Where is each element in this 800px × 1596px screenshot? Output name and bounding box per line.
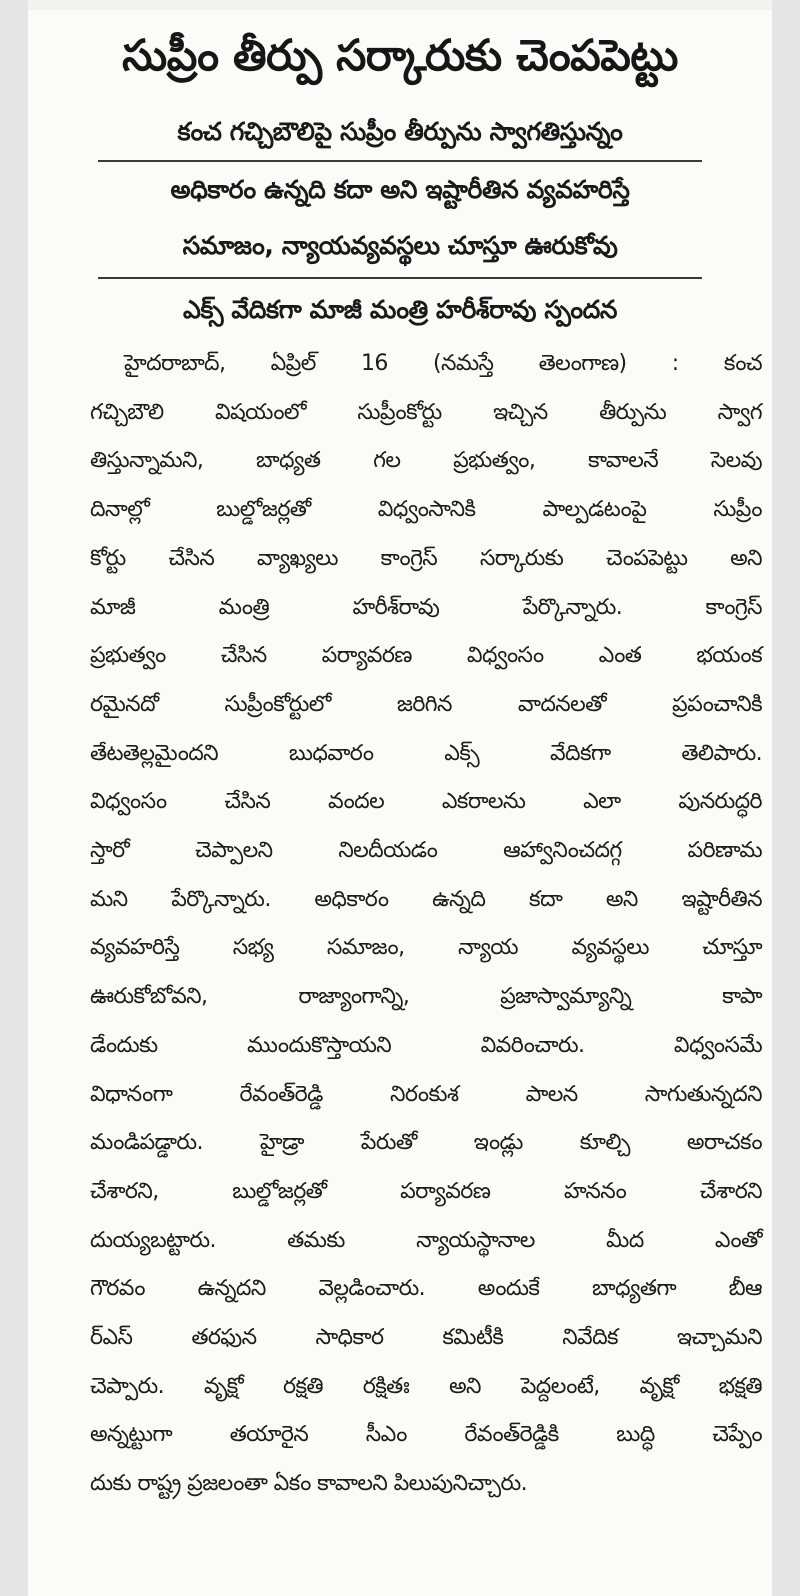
body-line: మని పేర్కొన్నారు. అధికారం ఉన్నది కదా అని ఇష్టారీతిన [90, 886, 762, 912]
divider-rule [98, 277, 702, 279]
body-line: దుకు రాష్ట్ర ప్రజలంతా ఏకం కావాలని పిలుపునిచ్చారు. [90, 1471, 527, 1497]
body-line: మండిపడ్డారు. హైడ్రా పేరుతో ఇండ్లు కూల్చి అరాచకం [90, 1130, 762, 1156]
body-line: వ్యవహరిస్తే సభ్య సమాజం, న్యాయ వ్యవస్థలు చూస్తూ [90, 935, 762, 961]
subheadline-3: సమాజం, న్యాయవ్యవస్థలు చూస్తూ ఊరుకోవు [182, 231, 618, 260]
body-line: డేందుకు ముందుకొస్తాయని వివరించారు. విధ్వంసమే [90, 1032, 762, 1058]
body-line: చేశారని, బుల్డోజర్లతో పర్యావరణ హననం చేశారని [90, 1178, 762, 1204]
body-line: హైదరాబాద్, ఏప్రిల్ 16 (నమస్తే తెలంగాణ) : కంచ [124, 351, 762, 376]
body-line: స్తారో చెప్పాలని నిలదీయడం ఆహ్వానించదగ్గ పరిణామ [90, 838, 762, 864]
body-line: తేటతెల్లమైందని బుధవారం ఎక్స్ వేదికగా తెలిపారు. [90, 740, 762, 766]
body-line: విధ్వంసం చేసిన వందల ఎకరాలను ఎలా పునరుద్ధరి [90, 789, 762, 815]
body-line: రమైనదో సుప్రీంకోర్టులో జరిగిన వాదనలతో ప్రపంచానికి [90, 691, 762, 717]
body-line: చెప్పారు. వృక్షో రక్షతి రక్షితః అని పెద్దలంటే, వృక్షో భక్షతి [90, 1373, 762, 1399]
body-line: విధానంగా రేవంత్‌రెడ్డి నిరంకుశ పాలన సాగుతున్నదని [90, 1081, 762, 1107]
body-line: దినాల్లో బుల్డోజర్లతో విధ్వంసానికి పాల్పడటంపై సుప్రీం [90, 497, 762, 523]
body-line: గౌరవం ఉన్నదని వెల్లడించారు. అందుకే బాధ్యతగా బీఆ [90, 1276, 762, 1302]
body-line: ర్‌ఎస్ తరఫున సాధికార కమిటీకి నివేదిక ఇచ్చామని [90, 1325, 762, 1351]
body-line: గచ్చిబౌలి విషయంలో సుప్రీంకోర్టు ఇచ్చిన తీర్పును స్వాగ [90, 399, 762, 425]
body-line: తిస్తున్నామని, బాధ్యత గల ప్రభుత్వం, కావాలనే సెలవు [90, 448, 762, 474]
headline: సుప్రీం తీర్పు సర్కారుకు చెంపపెట్టు [122, 31, 678, 81]
newspaper-clipping [28, 0, 772, 1596]
body-line: ఊరుకోబోవని, రాజ్యాంగాన్ని, ప్రజాస్వామ్యాన్ని కాపా [90, 984, 762, 1010]
body-line: కోర్టు చేసిన వ్యాఖ్యలు కాంగ్రెస్ సర్కారుకు చెంపపెట్టు అని [90, 545, 762, 571]
article-body [90, 340, 762, 1509]
clipping-top-edge [28, 0, 772, 10]
body-line: దుయ్యబట్టారు. తమకు న్యాయస్థానాల మీద ఎంతో [90, 1227, 762, 1253]
subheadline-2: అధికారం ఉన్నది కదా అని ఇష్టారీతిన వ్యవహరిస్తే [170, 175, 630, 204]
subheadline-4: ఎక్స్ వేదికగా మాజీ మంత్రి హరీశ్‌రావు స్పందన [182, 295, 618, 324]
divider-rule [98, 160, 702, 162]
body-line: అన్నట్టుగా తయారైన సీఎం రేవంత్‌రెడ్డికి బుద్ధి చెప్పేం [90, 1422, 762, 1448]
body-line: ప్రభుత్వం చేసిన పర్యావరణ విధ్వంసం ఎంత భయంక [90, 643, 762, 669]
subheadline-1: కంచ గచ్చిబౌలిపై సుప్రీం తీర్పును స్వాగతిస్తున్నం [177, 117, 623, 146]
body-line: మాజీ మంత్రి హరీశ్‌రావు పేర్కొన్నారు. కాంగ్రెస్ [90, 594, 762, 620]
